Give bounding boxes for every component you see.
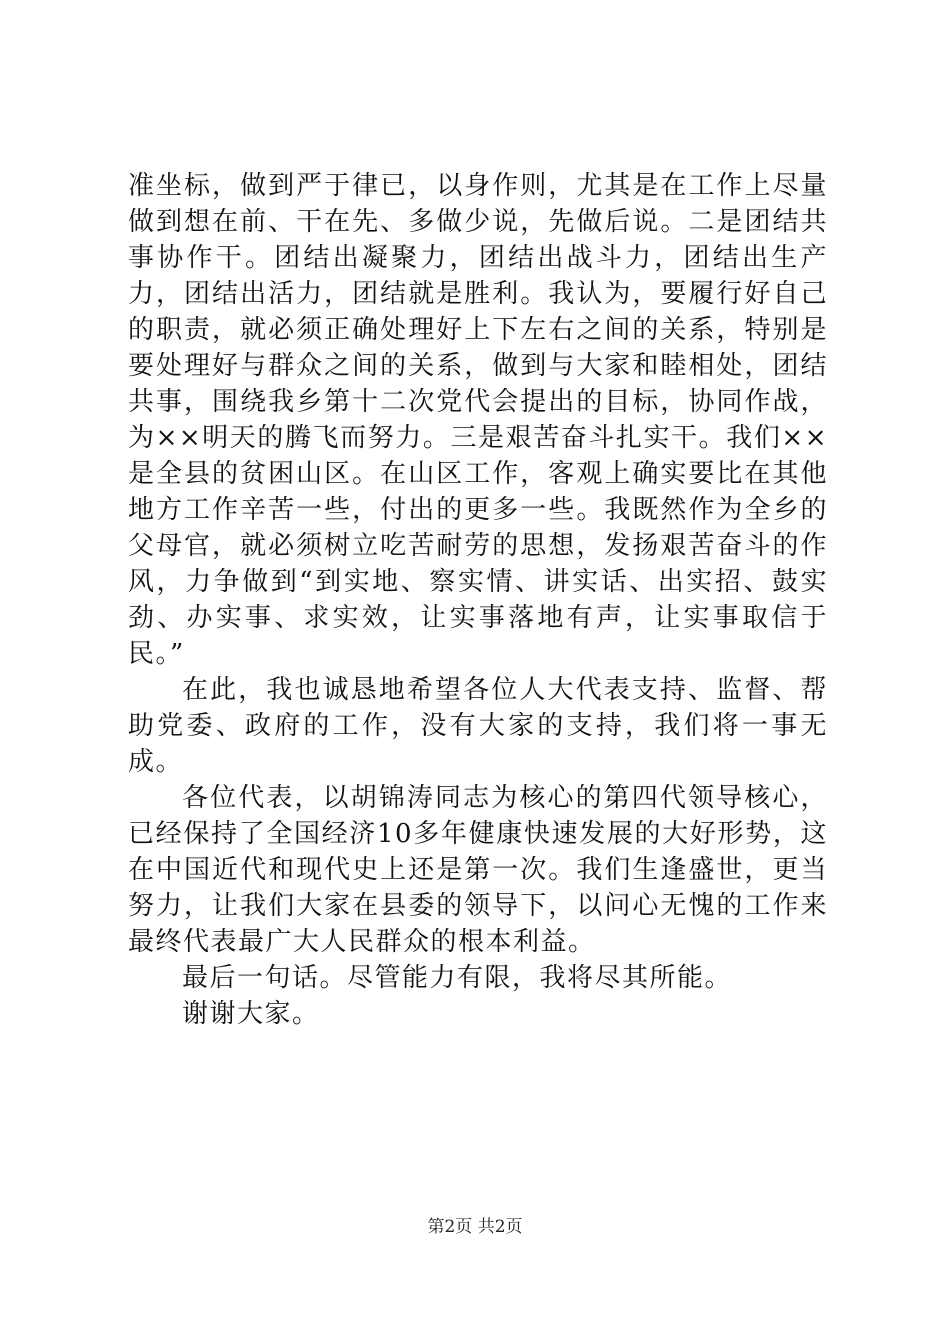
page-footer [0, 1216, 950, 1238]
paragraph-4: 最后一句话。尽管能力有限，我将尽其所能。 [182, 963, 733, 993]
page-number-label: 第2页 共2页 [427, 1217, 523, 1237]
paragraph-3: 各位代表，以胡锦涛同志为核心的第四代领导核心，已经保持了全国经济10多年健康快速发展的大好形势，这在中国近代和现代史上还是第一次。我们生逢盛世，更当努力，让我们大家在县委的领导下，以问心无愧的工作来最终代表最广大人民群众的根本利益。 [128, 783, 828, 957]
document-body [128, 168, 828, 1032]
paragraph-1: 准坐标，做到严于律已，以身作则，尤其是在工作上尽量做到想在前、干在先、多做少说，先做后说。二是团结共事协作干。团结出凝聚力，团结出战斗力，团结出生产力，团结出活力，团结就是胜利。我认为，要履行好自己的职责，就必须正确处理好上下左右之间的关系，特别是要处理好与群众之间的关系，做到与大家和睦相处，团结共事，围绕我乡第十二次党代会提出的目标，协同作战，为××明天的腾飞而努力。三是艰苦奋斗扎实干。我们××是全县的贫困山区。在山区工作，客观上确实要比在其他地方工作辛苦一些，付出的更多一些。我既然作为全乡的父母官，就必须树立吃苦耐劳的思想，发扬艰苦奋斗的作风，力争做到“到实地、察实情、讲实话、出实招、鼓实劲、办实事、求实效，让实事落地有声，让实事取信于民。” [128, 171, 828, 669]
paragraph-5: 谢谢大家。 [182, 999, 320, 1029]
paragraph-2: 在此，我也诚恳地希望各位人大代表支持、监督、帮助党委、政府的工作，没有大家的支持，我们将一事无成。 [128, 675, 828, 777]
